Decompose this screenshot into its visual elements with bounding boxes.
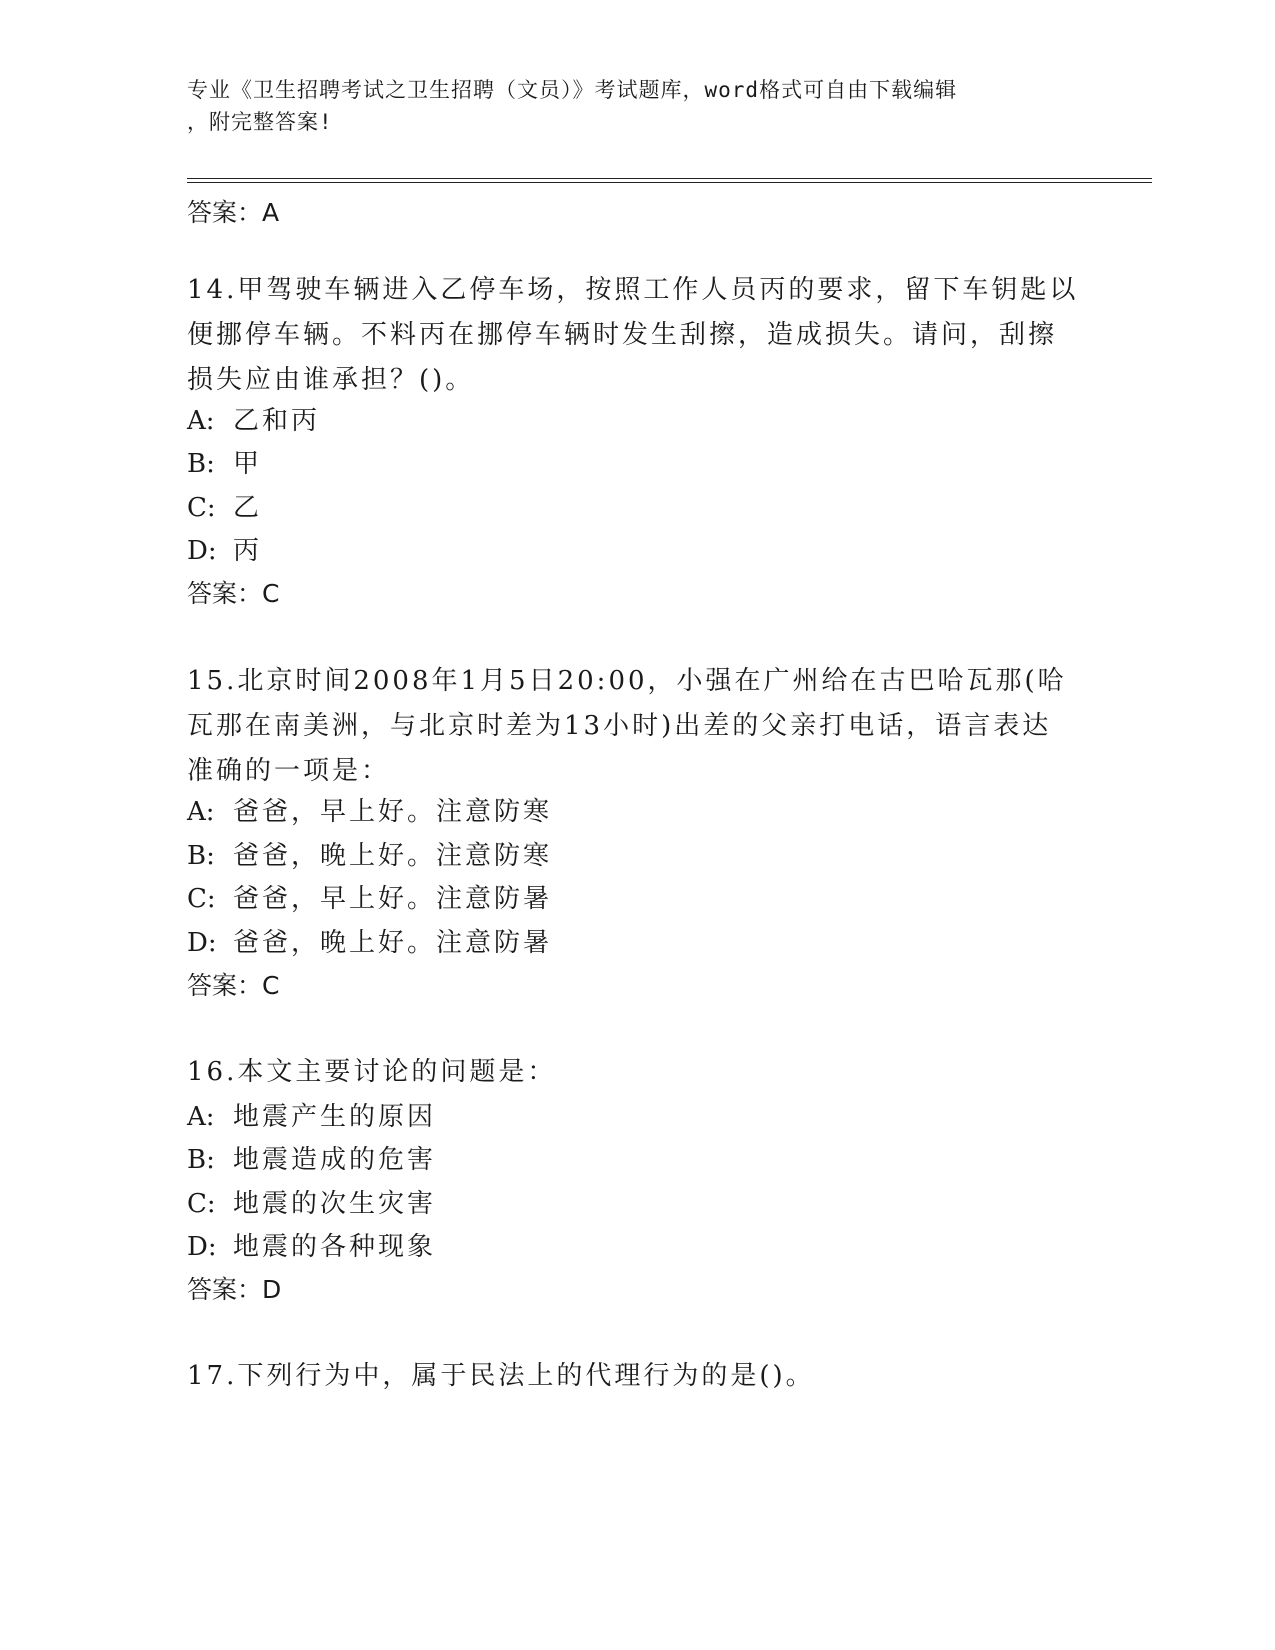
question-15-option-c (187, 881, 552, 917)
option-text: 丙 (233, 536, 263, 566)
option-text: 爸爸，晚上好。注意防暑 (233, 928, 553, 958)
question-14-option-b (187, 446, 262, 482)
question-line: 17.下列行为中，属于民法上的代理行为的是()。 (187, 1361, 815, 1391)
question-16-answer: 答案：D (187, 1275, 282, 1304)
option-text: 地震产生的原因 (233, 1102, 437, 1132)
question-15-option-b (187, 838, 552, 874)
question-line: 瓦那在南美洲，与北京时差为13小时)出差的父亲打电话，语言表达 (187, 711, 1052, 741)
question-line: 便挪停车辆。不料丙在挪停车辆时发生刮擦，造成损失。请问，刮擦 (187, 320, 1058, 350)
question-14-option-c (187, 490, 262, 526)
previous-answer: 答案：A (187, 198, 280, 227)
question-14-text (187, 268, 1087, 403)
question-14-answer: 答案：C (187, 579, 280, 608)
question-16-option-b (187, 1142, 436, 1178)
option-letter: D: (187, 536, 217, 566)
option-letter: C: (187, 884, 216, 914)
option-letter: A: (187, 1102, 215, 1132)
option-text: 乙 (233, 493, 263, 523)
question-16-text (187, 1050, 1087, 1095)
option-letter: C: (187, 493, 216, 523)
header-rule-top (187, 178, 1152, 179)
header-line-2: ，附完整答案! (187, 110, 333, 134)
option-text: 甲 (233, 449, 263, 479)
question-16-option-a (187, 1099, 436, 1135)
question-line: 16.本文主要讨论的问题是： (187, 1057, 557, 1087)
question-line: 损失应由谁承担？()。 (187, 365, 475, 395)
question-16-option-c (187, 1186, 436, 1222)
option-letter: D: (187, 1232, 217, 1262)
option-text: 地震的各种现象 (233, 1232, 437, 1262)
option-letter: D: (187, 928, 217, 958)
question-17-text (187, 1354, 1087, 1399)
option-letter: C: (187, 1189, 216, 1219)
option-letter: B: (187, 841, 215, 871)
page-header (187, 74, 1067, 138)
option-text: 地震造成的危害 (233, 1145, 437, 1175)
option-letter: B: (187, 449, 215, 479)
header-line-1: 专业《卫生招聘考试之卫生招聘（文员）》考试题库，word格式可自由下载编辑 (187, 78, 958, 102)
question-15-option-a (187, 794, 552, 830)
option-text: 地震的次生灾害 (233, 1189, 437, 1219)
option-text: 爸爸，早上好。注意防暑 (233, 884, 553, 914)
question-line: 准确的一项是： (187, 756, 391, 786)
question-15-option-d (187, 925, 552, 961)
option-letter: B: (187, 1145, 215, 1175)
question-15-text (187, 659, 1087, 794)
question-line: 15.北京时间2008年1月5日20:00，小强在广州给在古巴哈瓦那(哈 (187, 666, 1067, 696)
option-text: 爸爸，早上好。注意防寒 (233, 797, 553, 827)
option-letter: A: (187, 406, 215, 436)
option-text: 乙和丙 (233, 406, 321, 436)
option-letter: A: (187, 797, 215, 827)
question-line: 14.甲驾驶车辆进入乙停车场，按照工作人员丙的要求，留下车钥匙以 (187, 275, 1079, 305)
option-text: 爸爸，晚上好。注意防寒 (233, 841, 553, 871)
question-16-option-d (187, 1229, 436, 1265)
header-rule-bottom (187, 182, 1152, 183)
question-15-answer: 答案：C (187, 971, 280, 1000)
question-14-option-a (187, 403, 320, 439)
question-14-option-d (187, 533, 262, 569)
